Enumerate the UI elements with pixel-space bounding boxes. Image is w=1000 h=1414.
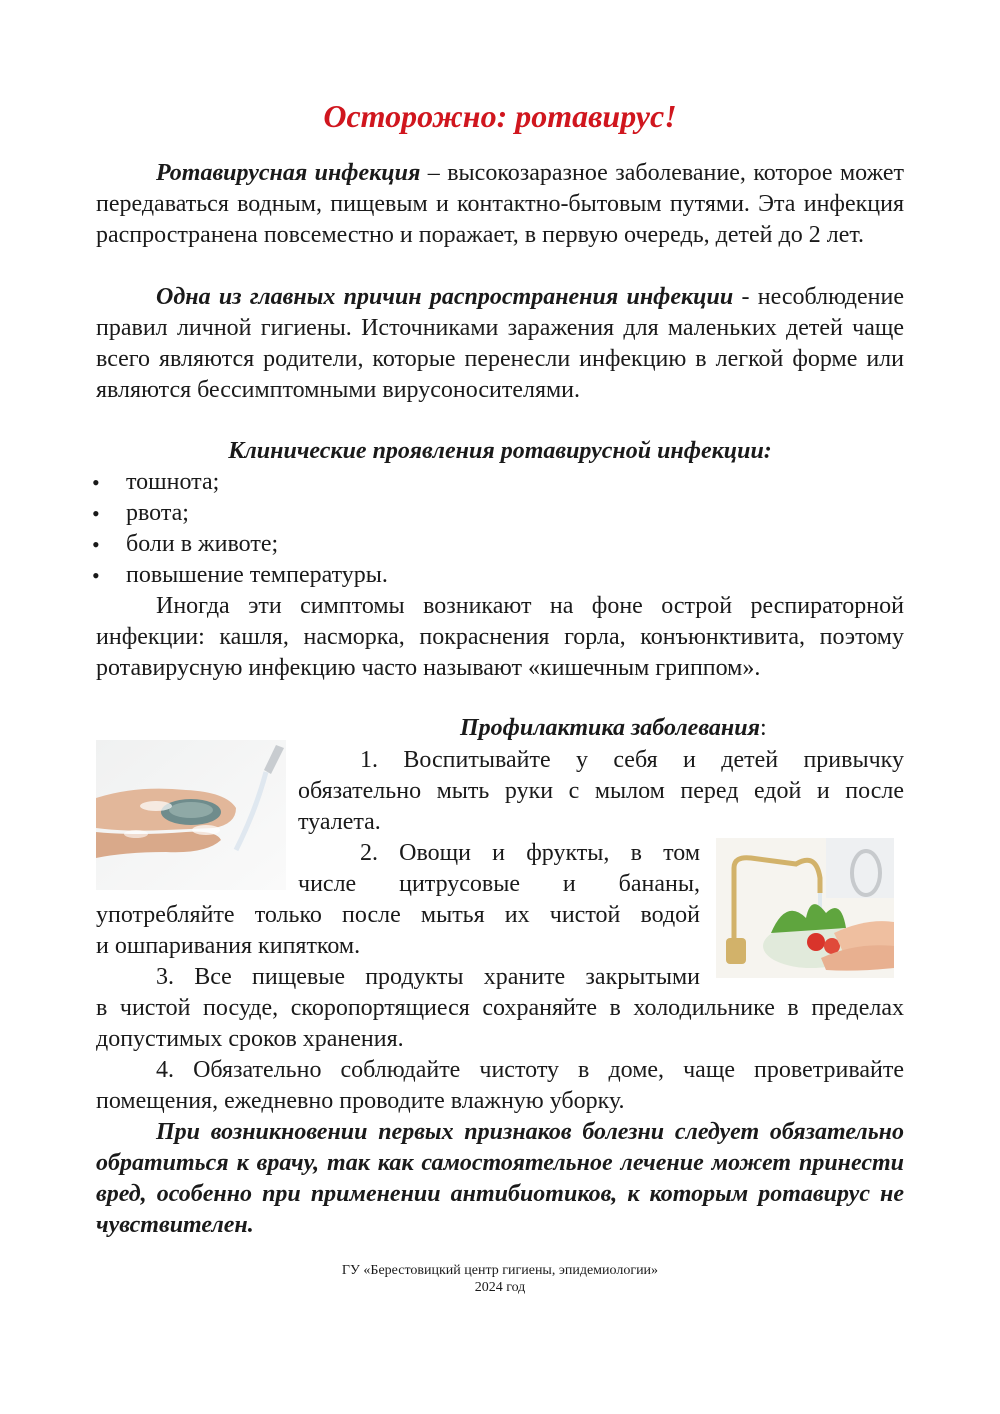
prevention-item-2b: числе цитрусовые и бананы, xyxy=(298,871,700,897)
footer-year: 2024 год xyxy=(474,1280,526,1295)
clinical-heading: Клинические проявления ротавирусной инфекции: xyxy=(228,438,772,464)
bullet-icon: • xyxy=(92,532,100,557)
list-item xyxy=(92,529,388,560)
intro-term: Ротавирусная инфекция xyxy=(156,160,421,186)
footer xyxy=(0,1262,1000,1296)
prevention-heading-colon: : xyxy=(759,715,767,741)
warning-paragraph: При возникновении первых признаков болезни следует обязательно обратиться к врачу, так как самостоятельное лечение может принести вред, особенно при применении антибиотиков, к которым ротавирус не чувствителен. xyxy=(96,1119,904,1238)
symptom-text: рвота; xyxy=(126,500,189,526)
prevention-heading xyxy=(460,713,767,744)
bullet-icon: • xyxy=(92,470,100,495)
cause-paragraph xyxy=(96,282,904,406)
list-item xyxy=(92,498,388,529)
intro-paragraph xyxy=(96,158,904,251)
respiratory-paragraph: Иногда эти симптомы возникают на фоне острой респираторной инфекции: кашля, насморка, покраснения горла, конъюнктивита, поэтому ротавирусную инфекцию часто называют «кишечным гриппом». xyxy=(96,593,904,681)
symptom-text: повышение температуры. xyxy=(126,562,388,588)
prevention-item-2a: 2. Овощи и фрукты, в том xyxy=(360,840,700,866)
list-item xyxy=(92,560,388,591)
symptom-text: тошнота; xyxy=(126,469,220,495)
handwashing-image xyxy=(96,740,286,890)
symptom-list xyxy=(92,467,388,591)
page-title: Осторожно: ротавирус! xyxy=(323,98,677,134)
intro-text: – высокозаразное заболевание, которое может передаваться водным, пищевым и контактно-бытовым путями. Эта инфекция распространена повсеместно и поражает, в первую очередь, детей до 2 лет. xyxy=(96,160,904,248)
footer-organization: ГУ «Берестовицкий центр гигиены, эпидемиологии» xyxy=(341,1263,659,1278)
vegetables-illustration xyxy=(716,838,894,978)
prevention-item-2c: употребляйте только после мытья их чистой водой xyxy=(96,902,700,928)
bullet-icon: • xyxy=(92,563,100,588)
list-item xyxy=(92,467,388,498)
prevention-item-3a: 3. Все пищевые продукты храните закрытыми xyxy=(156,964,700,990)
cause-text: - несоблюдение правил личной гигиены. Источниками заражения для маленьких детей чаще всего являются родители, которые перенесли инфекцию в легкой форме или являются бессимптомными вирусоносителями. xyxy=(96,284,904,403)
handwashing-illustration xyxy=(96,740,286,890)
symptom-text: боли в животе; xyxy=(126,531,279,557)
prevention-heading-text: Профилактика заболевания xyxy=(460,715,760,741)
prevention-item-2d: и ошпаривания кипятком. xyxy=(96,933,361,959)
prevention-item-4: 4. Обязательно соблюдайте чистоту в доме, чаще проветривайте помещения, ежедневно проводите влажную уборку. xyxy=(96,1057,904,1114)
washing-vegetables-image xyxy=(716,838,894,978)
prevention-item-1 xyxy=(298,745,904,838)
bullet-icon: • xyxy=(92,501,100,526)
cause-lead: Одна из главных причин распространения инфекции xyxy=(156,284,734,310)
prevention-item-3b: в чистой посуде, скоропортящиеся сохраняйте в холодильнике в пределах допустимых сроков хранения. xyxy=(96,995,904,1052)
prevention-item-1-text: 1. Воспитывайте у себя и детей привычку обязательно мыть руки с мылом перед едой и после туалета. xyxy=(298,747,904,835)
